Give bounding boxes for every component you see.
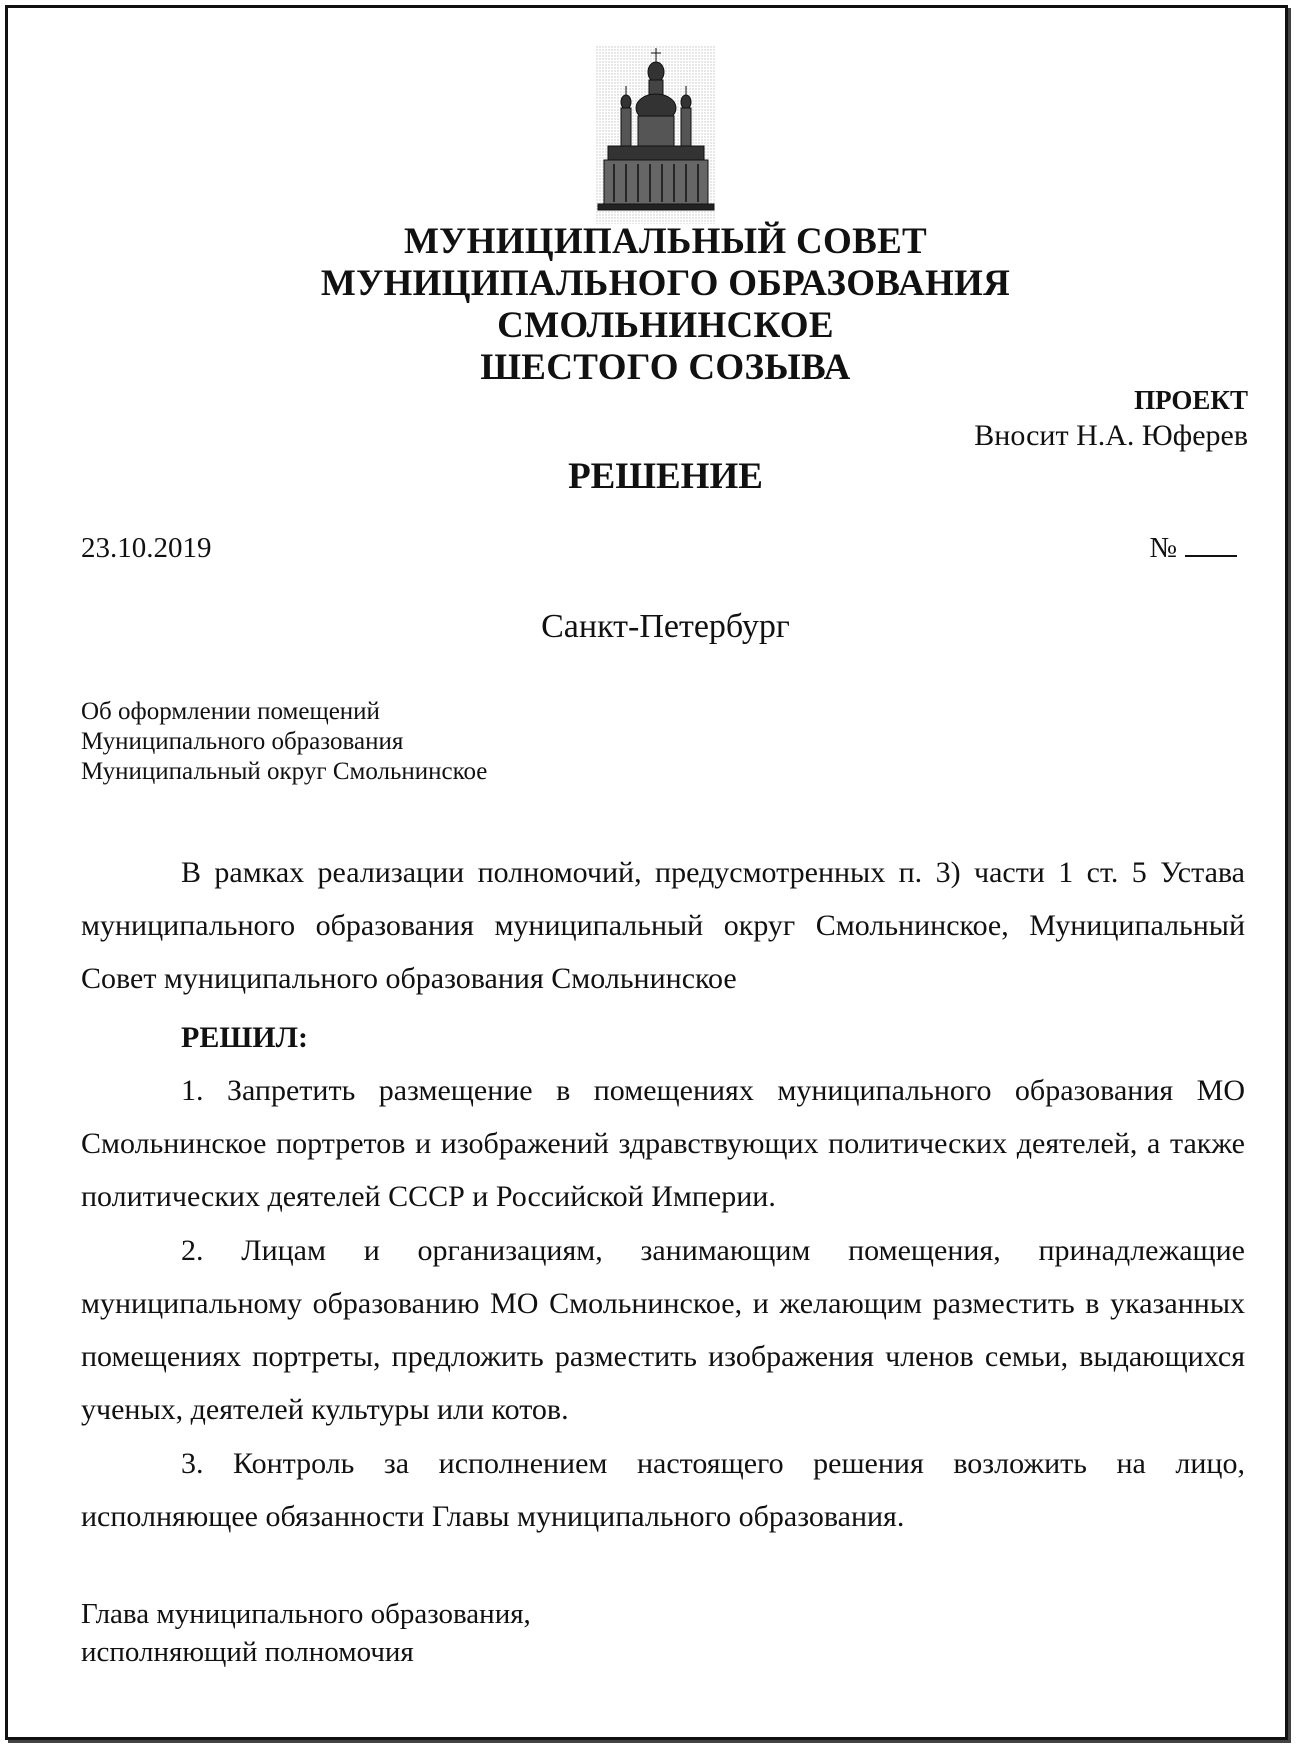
- document-number: [1149, 532, 1237, 564]
- document-title: РЕШЕНИЕ: [568, 456, 763, 497]
- council-name-line-1: МУНИЦИПАЛЬНЫЙ СОВЕТ: [403, 221, 928, 262]
- subject-line: Муниципальный округ Смольнинское: [81, 758, 488, 785]
- number-blank: [1185, 533, 1237, 557]
- resolution-item-3: 3. Контроль за исполнением настоящего решения возложить на лицо, исполняющее обязанности Главы муниципального образования.: [81, 1447, 1245, 1533]
- number-label: №: [1149, 532, 1177, 564]
- document-city: Санкт-Петербург: [541, 608, 790, 645]
- resolution-item-2: 2. Лицам и организациям, занимающим помещения, принадлежащие муниципальному образованию МО Смольнинское, и желающим разместить в указанных помещениях портреты, предложить разместить изображения членов семьи, выдающихся ученых, деятелей культуры или котов.: [81, 1234, 1245, 1426]
- smolny-cathedral-emblem-icon: [596, 46, 716, 224]
- resolution-item-1: 1. Запретить размещение в помещениях муниципального образования МО Смольнинское портретов и изображений здравствующих политических деятелей, а также политических деятелей СССР и Российской Империи.: [81, 1074, 1245, 1213]
- signature-line-1: Глава муниципального образования,: [81, 1598, 531, 1630]
- signature-line-2: исполняющий полномочия: [81, 1636, 414, 1668]
- council-name-line-2: МУНИЦИПАЛЬНОГО ОБРАЗОВАНИЯ: [320, 263, 1011, 304]
- resolved-heading: РЕШИЛ:: [181, 1021, 308, 1054]
- council-convocation: ШЕСТОГО СОЗЫВА: [480, 347, 851, 388]
- document-subject: [81, 697, 487, 787]
- document-date: 23.10.2019: [81, 532, 212, 564]
- preamble-paragraph: В рамках реализации полномочий, предусмотренных п. 3) части 1 ст. 5 Устава муниципального образования муниципальный округ Смольнинское, Муниципальный Совет муниципального образования Смольнинское: [81, 856, 1245, 995]
- signature-block: [81, 1595, 531, 1671]
- draft-label: ПРОЕКТ: [1134, 385, 1248, 415]
- council-name-line-3: СМОЛЬНИНСКОЕ: [497, 305, 834, 346]
- introduced-by: Вносит Н.А. Юферев: [974, 419, 1248, 452]
- subject-line: Муниципального образования: [81, 728, 404, 755]
- subject-line: Об оформлении помещений: [81, 698, 380, 725]
